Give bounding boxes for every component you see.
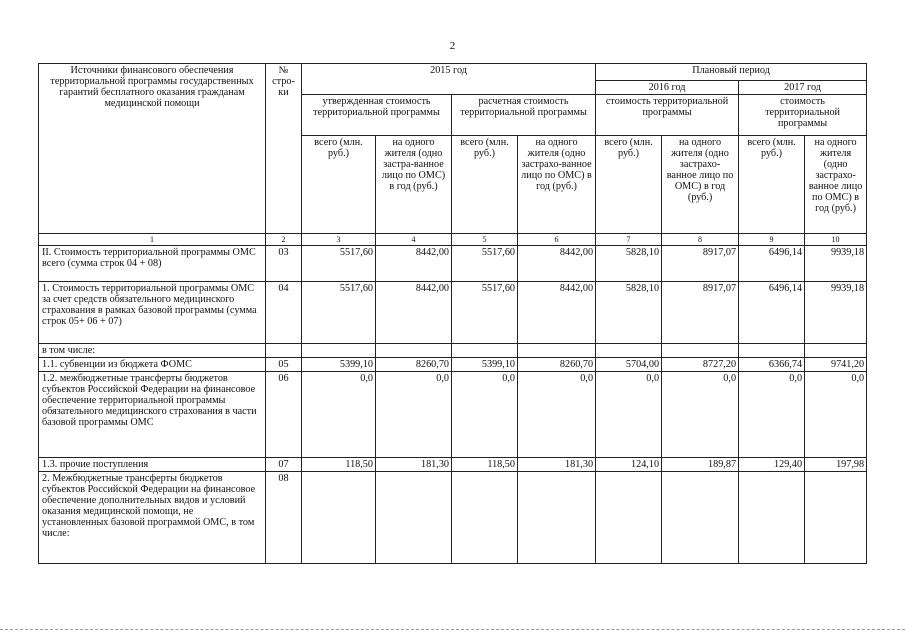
row-label: 1.1. субвенции из бюджета ФОМС (39, 358, 266, 372)
row-label: 1.2. межбюджетные трансферты бюджетов субъектов Российской Федерации на финансовое обеспечение территориальной программы обязательного медицинского страхования в части базовой программы ОМС (39, 372, 266, 458)
cell-value (596, 344, 662, 358)
column-number: 3 (302, 234, 376, 246)
cell-value: 5828,10 (596, 282, 662, 344)
column-number: 1 (39, 234, 266, 246)
header-total-2016: всего (млн. руб.) (596, 136, 662, 234)
cell-value (452, 472, 518, 564)
column-number: 2 (266, 234, 302, 246)
cell-value: 8917,07 (662, 282, 739, 344)
cell-value: 0,0 (376, 372, 452, 458)
row-code: 06 (266, 372, 302, 458)
cell-value: 189,87 (662, 458, 739, 472)
cell-value: 0,0 (596, 372, 662, 458)
column-number: 7 (596, 234, 662, 246)
cell-value (805, 472, 867, 564)
cell-value: 0,0 (662, 372, 739, 458)
cell-value: 8260,70 (518, 358, 596, 372)
row-label: 2. Межбюджетные трансферты бюджетов субъектов Российской Федерации на финансовое обеспечение дополнительных видов и условий оказания медицинской помощи, не установленных базовой программой ОМС, в том числе: (39, 472, 266, 564)
table-row (39, 246, 867, 282)
table-row (39, 282, 867, 344)
cell-value: 5399,10 (302, 358, 376, 372)
cell-value: 8442,00 (376, 246, 452, 282)
header-cost-2016: стоимость территориальной программы (596, 95, 739, 136)
cell-value (805, 344, 867, 358)
cell-value: 6366,74 (739, 358, 805, 372)
cell-value: 0,0 (452, 372, 518, 458)
header-total-2015-approved: всего (млн. руб.) (302, 136, 376, 234)
cell-value: 8442,00 (376, 282, 452, 344)
cell-value: 118,50 (452, 458, 518, 472)
financing-table (38, 63, 867, 564)
cell-value: 8442,00 (518, 282, 596, 344)
column-number: 5 (452, 234, 518, 246)
cell-value (518, 344, 596, 358)
cell-value: 9939,18 (805, 282, 867, 344)
table-row (39, 472, 867, 564)
table-row (39, 344, 867, 358)
header-planned-period: Плановый период (596, 64, 867, 81)
header-per-capita-2016: на одного жителя (одно застрахо-ванное лицо по ОМС) в год (руб.) (662, 136, 739, 234)
table-row (39, 372, 867, 458)
cell-value (376, 472, 452, 564)
cell-value: 0,0 (518, 372, 596, 458)
cell-value (739, 472, 805, 564)
cell-value: 8442,00 (518, 246, 596, 282)
header-2016: 2016 год (596, 81, 739, 95)
row-code: 05 (266, 358, 302, 372)
row-label: II. Стоимость территориальной программы ОМС всего (сумма строк 04 + 08) (39, 246, 266, 282)
column-number: 8 (662, 234, 739, 246)
header-total-2017: всего (млн. руб.) (739, 136, 805, 234)
cell-value (452, 344, 518, 358)
row-label: в том числе: (39, 344, 266, 358)
cell-value: 181,30 (376, 458, 452, 472)
cell-value: 5704,00 (596, 358, 662, 372)
column-number: 6 (518, 234, 596, 246)
header-approved-cost: утвержденная стоимость территориальной программы (302, 95, 452, 136)
row-code: 03 (266, 246, 302, 282)
column-number: 9 (739, 234, 805, 246)
header-sources: Источники финансового обеспечения территориальной программы государственных гарантий бесплатного оказания гражданам медицинской помощи (39, 64, 266, 234)
table-row (39, 358, 867, 372)
cell-value: 6496,14 (739, 246, 805, 282)
header-calculated-cost: расчетная стоимость территориальной программы (452, 95, 596, 136)
scan-edge-divider (0, 629, 905, 630)
header-total-2015-calculated: всего (млн. руб.) (452, 136, 518, 234)
cell-value: 0,0 (805, 372, 867, 458)
cell-value: 197,98 (805, 458, 867, 472)
cell-value: 124,10 (596, 458, 662, 472)
cell-value: 6496,14 (739, 282, 805, 344)
header-per-capita-2017: на одного жителя (одно застрахо-ванное лицо по ОМС) в год (руб.) (805, 136, 867, 234)
row-code (266, 344, 302, 358)
cell-value (662, 472, 739, 564)
column-number: 10 (805, 234, 867, 246)
table-row (39, 458, 867, 472)
header-per-capita-2015-approved: на одного жителя (одно застра-ванное лицо по ОМС) в год (руб.) (376, 136, 452, 234)
cell-value (739, 344, 805, 358)
row-code: 08 (266, 472, 302, 564)
page-number: 2 (449, 40, 456, 52)
header-2015: 2015 год (302, 64, 596, 95)
cell-value: 129,40 (739, 458, 805, 472)
row-label: 1. Стоимость территориальной программы ОМС за счет средств обязательного медицинского страхования в рамках базовой программы (сумма строк 05+ 06 + 07) (39, 282, 266, 344)
cell-value: 5517,60 (452, 246, 518, 282)
row-code: 04 (266, 282, 302, 344)
cell-value (302, 472, 376, 564)
cell-value: 5517,60 (452, 282, 518, 344)
cell-value (302, 344, 376, 358)
cell-value: 9939,18 (805, 246, 867, 282)
header-cost-2017: стоимость территориальной программы (739, 95, 867, 136)
cell-value: 5399,10 (452, 358, 518, 372)
header-per-capita-2015-calculated: на одного жителя (одно застрахо-ванное лицо по ОМС) в год (руб.) (518, 136, 596, 234)
cell-value: 8260,70 (376, 358, 452, 372)
cell-value (662, 344, 739, 358)
cell-value (376, 344, 452, 358)
row-code: 07 (266, 458, 302, 472)
cell-value: 5828,10 (596, 246, 662, 282)
cell-value: 0,0 (302, 372, 376, 458)
header-row-no: № стро-ки (266, 64, 302, 234)
cell-value: 181,30 (518, 458, 596, 472)
row-label: 1.3. прочие поступления (39, 458, 266, 472)
cell-value: 8727,20 (662, 358, 739, 372)
cell-value: 8917,07 (662, 246, 739, 282)
cell-value (596, 472, 662, 564)
column-number: 4 (376, 234, 452, 246)
header-2017: 2017 год (739, 81, 867, 95)
cell-value: 9741,20 (805, 358, 867, 372)
cell-value: 118,50 (302, 458, 376, 472)
cell-value: 5517,60 (302, 246, 376, 282)
cell-value (518, 472, 596, 564)
cell-value: 5517,60 (302, 282, 376, 344)
cell-value: 0,0 (739, 372, 805, 458)
